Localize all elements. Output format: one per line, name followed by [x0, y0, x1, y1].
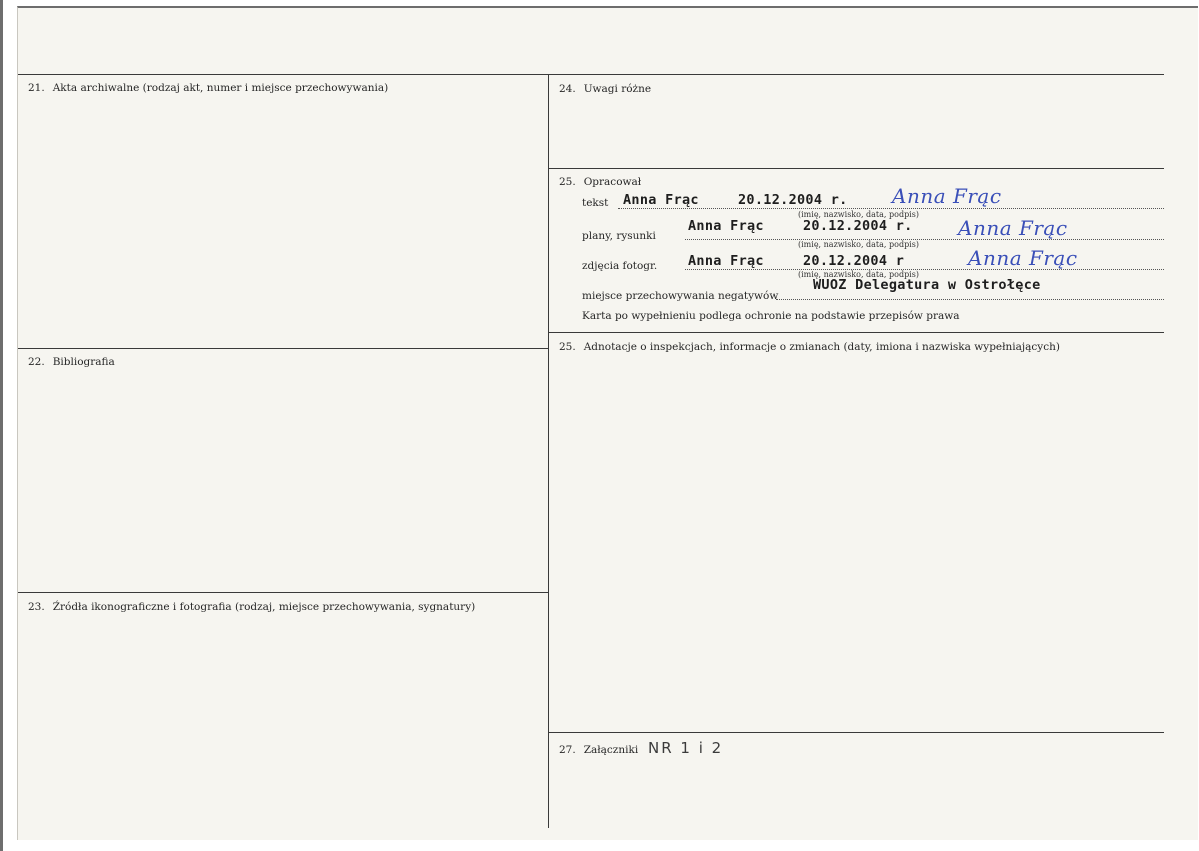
section-22-heading [28, 356, 115, 368]
row-zdjecia-label: zdjęcia fotogr. [582, 260, 658, 272]
row-plany-dotted-line [685, 239, 1164, 240]
row-tekst-dotted-line [618, 208, 1164, 209]
section-25b-heading [559, 341, 1060, 353]
row-plany-caption: (imię, nazwisko, data, podpis) [798, 240, 919, 249]
section-24-heading [559, 83, 651, 95]
row-plany-date: 20.12.2004 r. [803, 218, 913, 234]
section-22-title: Bibliografia [52, 356, 115, 368]
section-27-heading [559, 744, 638, 756]
negatives-value: WUOZ Delegatura w Ostrołęce [813, 277, 1041, 293]
section-21-heading [28, 82, 388, 94]
document-page [17, 6, 1198, 840]
row-zdjecia-signature: Anna Frąc [968, 246, 1078, 270]
top-rule [18, 74, 1164, 75]
section-25a-heading [559, 176, 641, 188]
row-zdjecia-date: 20.12.2004 r [803, 253, 905, 269]
section-22-number: 22. [28, 356, 45, 368]
section-23-heading [28, 601, 475, 613]
row-zdjecia-name: Anna Frąc [688, 253, 764, 269]
section-25b-number: 25. [559, 341, 576, 353]
rule-right-25a [548, 168, 1164, 169]
rule-left-22 [18, 348, 548, 349]
section-25a-number: 25. [559, 176, 576, 188]
section-27-title: Załączniki [583, 744, 639, 756]
rule-right-27 [548, 732, 1164, 733]
row-plany-signature: Anna Frąc [958, 216, 1068, 240]
row-plany-name: Anna Frąc [688, 218, 764, 234]
center-divider [548, 74, 549, 828]
section-24-number: 24. [559, 83, 576, 95]
row-zdjecia-dotted-line [685, 269, 1164, 270]
row-zdjecia-caption: (imię, nazwisko, data, podpis) [798, 270, 919, 279]
section-23-number: 23. [28, 601, 45, 613]
rule-left-23 [18, 592, 548, 593]
row-tekst-name: Anna Frąc [623, 192, 699, 208]
section-25a-title: Opracował [583, 176, 642, 188]
section-27-handwritten-value: NR 1 i 2 [648, 739, 724, 757]
section-25b-title: Adnotacje o inspekcjach, informacje o zmianach (daty, imiona i nazwiska wypełniających) [583, 341, 1060, 353]
section-21-number: 21. [28, 82, 45, 94]
section-23-title: Źródła ikonograficzne i fotografia (rodzaj, miejsce przechowywania, sygnatury) [52, 601, 476, 613]
section-24-title: Uwagi różne [583, 83, 652, 95]
negatives-dotted-line [776, 299, 1164, 300]
section-21-title: Akta archiwalne (rodzaj akt, numer i miejsce przechowywania) [52, 82, 389, 94]
row-plany-label: plany, rysunki [582, 230, 656, 242]
row-tekst-signature: Anna Frąc [892, 184, 1002, 208]
negatives-label: miejsce przechowywania negatywów [582, 290, 779, 302]
row-tekst-caption: (imię, nazwisko, data, podpis) [798, 210, 919, 219]
row-tekst-date: 20.12.2004 r. [738, 192, 848, 208]
row-tekst-label: tekst [582, 197, 609, 209]
section-27-number: 27. [559, 744, 576, 756]
protection-note: Karta po wypełnieniu podlega ochronie na podstawie przepisów prawa [582, 310, 960, 322]
scan-left-edge [0, 0, 3, 851]
rule-right-25b [548, 332, 1164, 333]
